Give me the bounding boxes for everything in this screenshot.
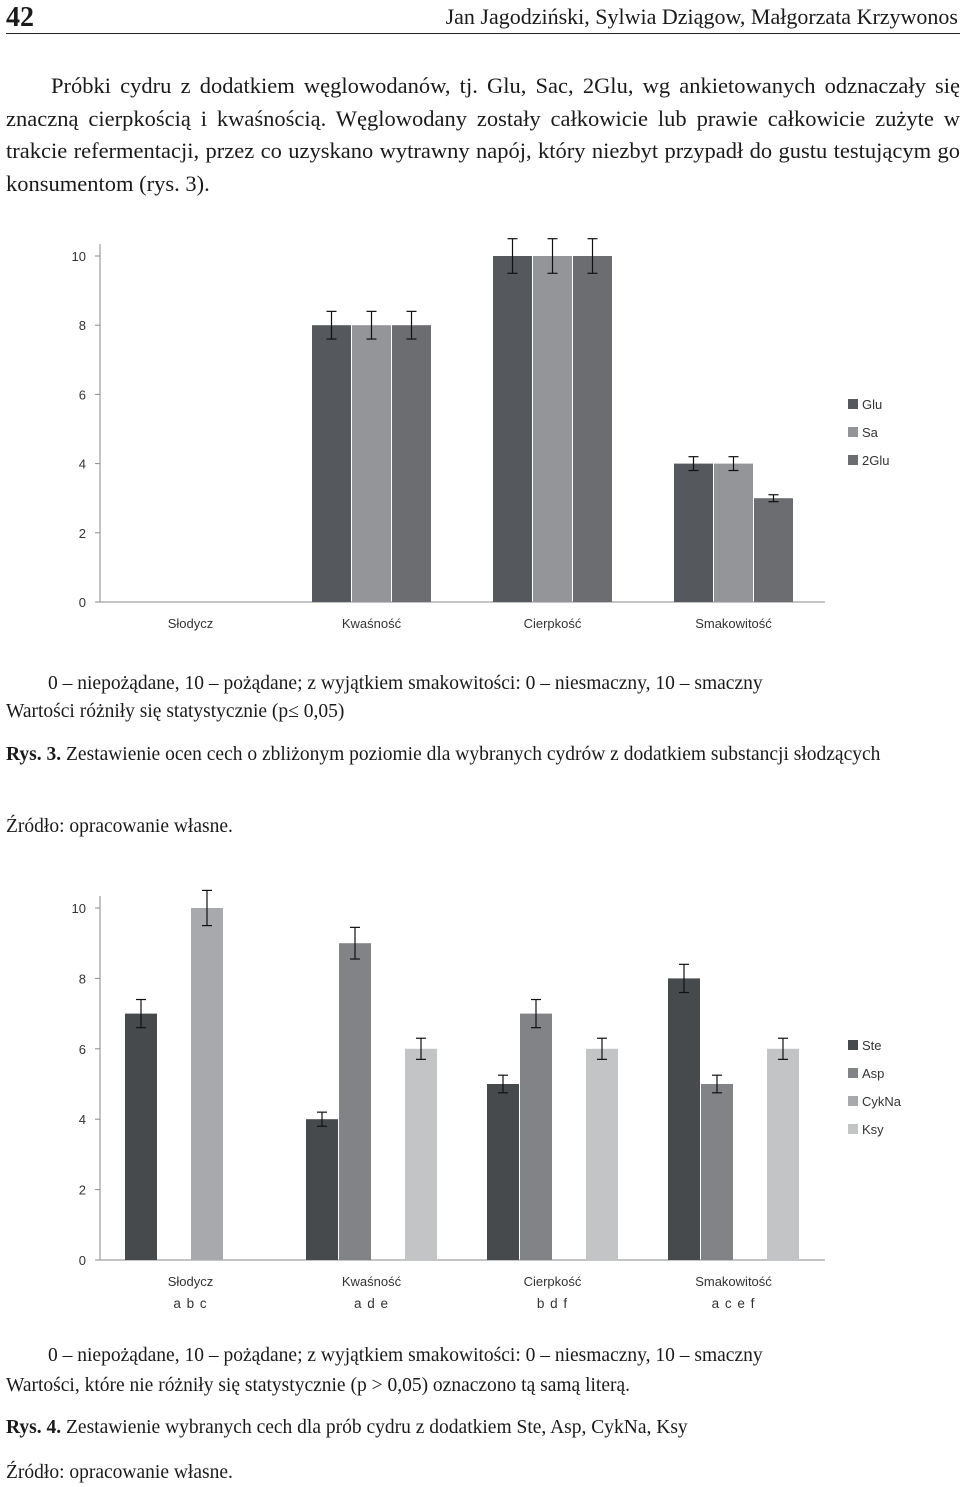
bar-ksy — [405, 1049, 437, 1260]
bar-sa — [714, 464, 753, 602]
x-category-significance-letters: a d e — [353, 1296, 390, 1311]
figure-4-note-line-2: Wartości, które nie różniły się statystycznie (p > 0,05) oznaczono tą samą literą. — [6, 1375, 630, 1396]
figure-4-bar-chart — [0, 875, 960, 1325]
y-tick-label: 10 — [71, 901, 86, 916]
bar-ste — [487, 1084, 519, 1260]
bar-sa — [352, 325, 391, 602]
figure-3-caption-text: Zestawienie ocen cech o zbliżonym poziomie dla wybranych cydrów z dodatkiem substancji słodzących — [66, 744, 881, 765]
bar-glu — [493, 256, 532, 602]
figure-4-chart — [0, 875, 960, 1325]
figure-3-chart — [0, 225, 960, 650]
x-category-label: Kwaśność — [341, 1274, 402, 1289]
x-category-label: Smakowitość — [695, 1274, 772, 1289]
bar-ksy — [767, 1049, 799, 1260]
legend-label-ste: Ste — [862, 1038, 882, 1053]
y-tick-label: 8 — [78, 318, 86, 334]
y-tick-label: 8 — [78, 971, 86, 987]
x-category-significance-letters: a c e f — [711, 1296, 756, 1311]
bar-asp — [701, 1084, 733, 1260]
figure-3-bar-chart — [0, 225, 960, 650]
x-category-label: Kwaśność — [341, 616, 402, 631]
running-head-authors: Jan Jagodziński, Sylwia Dziągow, Małgorzata Krzywonos — [445, 4, 958, 29]
header-divider — [6, 33, 960, 34]
figure-3-caption — [6, 740, 958, 769]
x-category-label: Cierpkość — [523, 1274, 582, 1289]
x-category-label: Słodycz — [167, 1274, 214, 1289]
y-tick-label: 6 — [78, 1041, 86, 1057]
y-tick-label: 10 — [71, 249, 86, 264]
bar-ste — [125, 1014, 157, 1260]
bar-ste — [306, 1119, 338, 1260]
figure-4-caption — [6, 1413, 958, 1442]
legend-swatch-2glu — [848, 455, 858, 465]
y-tick-label: 4 — [78, 1112, 86, 1128]
bar-2glu — [392, 325, 431, 602]
legend-label-ksy: Ksy — [862, 1122, 884, 1137]
bar-2glu — [573, 256, 612, 602]
figure-3-caption-label: Rys. 3. — [6, 744, 62, 765]
legend-swatch-glu — [848, 399, 858, 409]
legend-swatch-asp — [848, 1068, 858, 1078]
bar-glu — [312, 325, 351, 602]
y-tick-label: 0 — [78, 595, 86, 610]
bar-asp — [339, 943, 371, 1260]
x-category-label: Cierpkość — [523, 616, 582, 631]
body-paragraph-text: Próbki cydru z dodatkiem węglowodanów, tj. Glu, Sac, 2Glu, wg ankietowanych odznaczały się znaczną cierpkością i kwaśnością. Węglowodany zostały całkowicie lub prawie całkowicie zużyte w trakcie refermentacji, przez co uzyskano wytrawny napój, który niezbyt przypadł do gustu testującym go konsumentom (rys. 3). — [6, 73, 960, 196]
legend-label-glu: Glu — [862, 397, 883, 412]
y-tick-label: 2 — [78, 525, 86, 541]
legend-swatch-sa — [848, 427, 858, 437]
y-tick-label: 4 — [78, 456, 86, 472]
legend-swatch-ste — [848, 1040, 858, 1050]
bar-cykna — [191, 908, 223, 1260]
y-tick-label: 0 — [78, 1253, 86, 1268]
bar-glu — [674, 464, 713, 602]
x-category-label: Smakowitość — [695, 616, 772, 631]
figure-4-note-line-1: 0 – niepożądane, 10 – pożądane; z wyjątkiem smakowitości: 0 – niesmaczny, 10 – smaczny — [48, 1345, 763, 1366]
y-tick-label: 2 — [78, 1182, 86, 1198]
legend-label-cykna: CykNa — [862, 1094, 902, 1109]
figure-4-source: Źródło: opracowanie własne. — [6, 1462, 233, 1483]
bar-ste — [668, 978, 700, 1260]
figure-4-caption-label: Rys. 4. — [6, 1417, 62, 1438]
figure-3-source: Źródło: opracowanie własne. — [6, 816, 233, 837]
legend-swatch-cykna — [848, 1096, 858, 1106]
page-number: 42 — [6, 2, 34, 33]
y-tick-label: 6 — [78, 387, 86, 403]
legend-label-2glu: 2Glu — [862, 453, 890, 468]
x-category-label: Słodycz — [167, 616, 214, 631]
bar-ksy — [586, 1049, 618, 1260]
x-category-significance-letters: a b c — [173, 1296, 208, 1311]
legend-label-asp: Asp — [862, 1066, 885, 1081]
bar-sa — [533, 256, 572, 602]
bar-asp — [520, 1014, 552, 1260]
legend-label-sa: Sa — [862, 425, 878, 440]
figure-4-caption-text: Zestawienie wybranych cech dla prób cydru z dodatkiem Ste, Asp, CykNa, Ksy — [66, 1417, 688, 1438]
figure-3-note-line-2: Wartości różniły się statystycznie (p≤ 0,05) — [6, 701, 345, 722]
figure-3-note-line-1: 0 – niepożądane, 10 – pożądane; z wyjątkiem smakowitości: 0 – niesmaczny, 10 – smaczny — [48, 673, 763, 694]
bar-2glu — [754, 498, 793, 602]
legend-swatch-ksy — [848, 1124, 858, 1134]
x-category-significance-letters: b d f — [536, 1296, 569, 1311]
body-paragraph — [6, 70, 960, 200]
